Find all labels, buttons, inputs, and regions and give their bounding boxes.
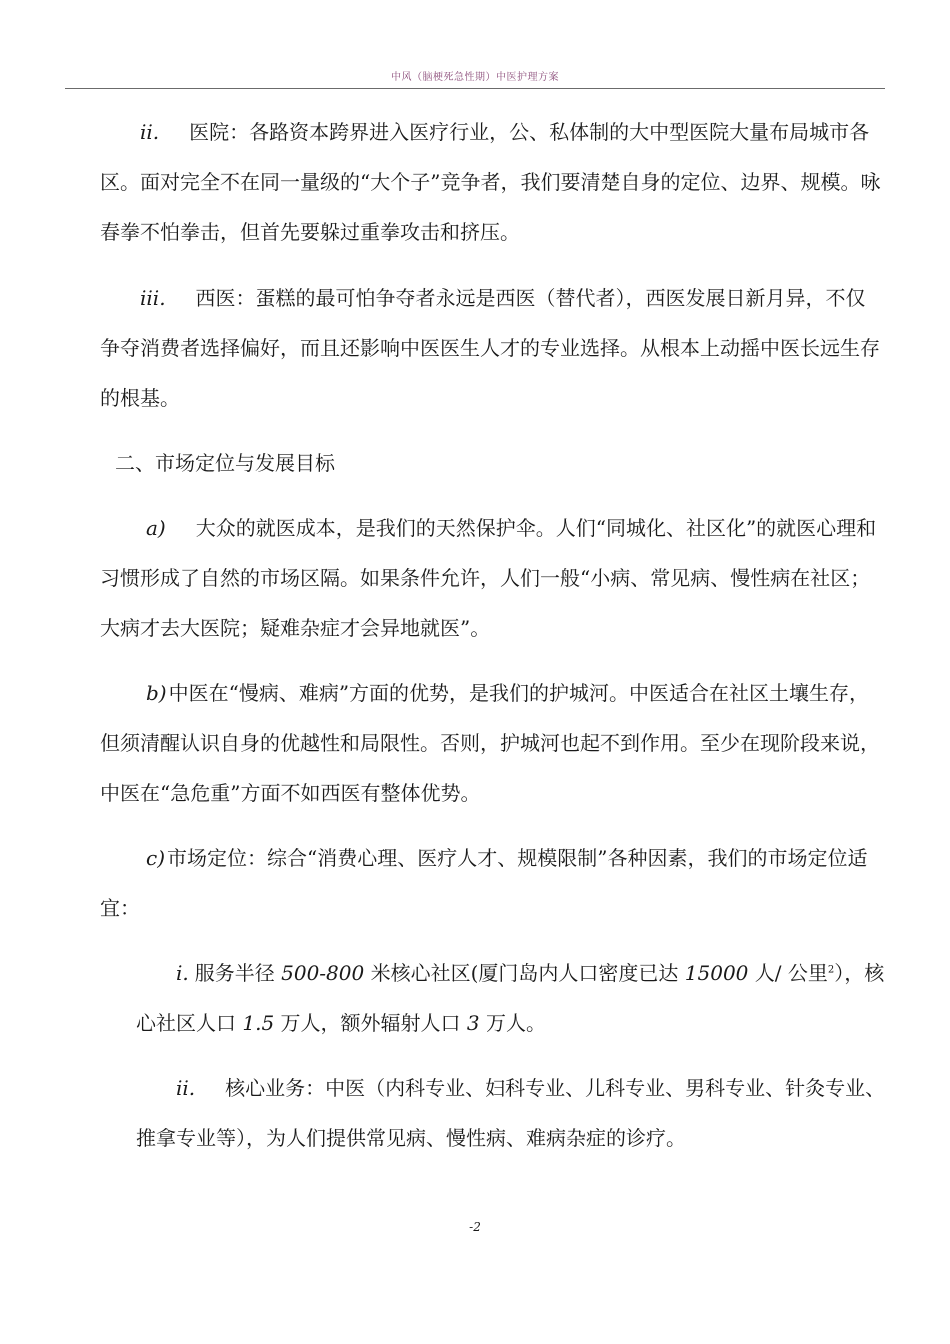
core-population-value: 1.5 — [242, 1011, 275, 1035]
text-part: 万人，额外辐射人口 — [280, 1011, 461, 1035]
radiated-population-value: 3 — [466, 1011, 480, 1035]
list-marker: b) — [146, 681, 167, 705]
header-rule — [65, 88, 885, 89]
text-part: 米核心社区(厦门岛内人口密度已达 — [370, 961, 679, 985]
paragraph-text: 大众的就医成本，是我们的天然保护伞。人们“同城化、社区化”的就医心理和习惯形成了自然的市场区隔。如果条件允许，人们一般“小病、常见病、慢性病在社区；大病才去大医院；疑难杂症才会异地就医”。 — [100, 516, 877, 640]
service-radius-value: 500-800 — [281, 961, 365, 985]
population-density-value: 15000 — [684, 961, 749, 985]
running-header: 中风（脑梗死急性期）中医护理方案 — [391, 72, 559, 83]
paragraph-text: 西医：蛋糕的最可怕争夺者永远是西医（替代者），西医发展日新月异，不仅争夺消费者选择偏好，而且还影响中医医生人才的专业选择。从根本上动摇中医长远生存的根基。 — [100, 286, 880, 410]
list-marker: iii. — [140, 286, 166, 310]
paragraph-text: 医院：各路资本跨界进入医疗行业，公、私体制的大中型医院大量布局城市各区。面对完全不在同一量级的“大个子”竞争者，我们要清楚自身的定位、边界、规模。咏春拳不怕拳击，但首先要躲过重拳攻击和挤压。 — [100, 120, 881, 244]
list-marker: ii. — [176, 1076, 196, 1100]
paragraph-c-i — [136, 948, 886, 1048]
list-marker: i. — [176, 961, 189, 985]
list-marker: c) — [146, 846, 166, 870]
text-part: 人/ 公里 — [754, 961, 828, 985]
paragraph-text: 核心业务：中医（内科专业、妇科专业、儿科专业、男科专业、针灸专业、推拿专业等），为人们提供常见病、慢性病、难病杂症的诊疗。 — [136, 1076, 886, 1150]
superscript: 2 — [827, 964, 835, 976]
paragraph-text: 市场定位：综合“消费心理、医疗人才、规模限制”各种因素，我们的市场定位适宜： — [100, 846, 868, 920]
list-marker: a) — [146, 516, 166, 540]
paragraph-c-ii — [136, 1063, 886, 1163]
list-marker: ii. — [140, 120, 160, 144]
paragraph-hospital — [100, 107, 885, 257]
paragraph-c — [100, 833, 885, 933]
paragraph-text: 中医在“慢病、难病”方面的优势，是我们的护城河。中医适合在社区土壤生存，但须清醒认识自身的优越性和局限性。否则，护城河也起不到作用。至少在现阶段来说，中医在“急危重”方面不如西医有整体优势。 — [100, 681, 880, 805]
text-part: 服务半径 — [194, 961, 275, 985]
paragraph-western-medicine — [100, 273, 885, 423]
paragraph-b — [100, 668, 885, 818]
text-part: ），核心社区人口 — [136, 961, 885, 1035]
paragraph-a — [100, 503, 885, 653]
text-part: 万人。 — [485, 1011, 546, 1035]
page-number: -2 — [469, 1220, 481, 1234]
section-heading: 二、市场定位与发展目标 — [115, 451, 335, 475]
